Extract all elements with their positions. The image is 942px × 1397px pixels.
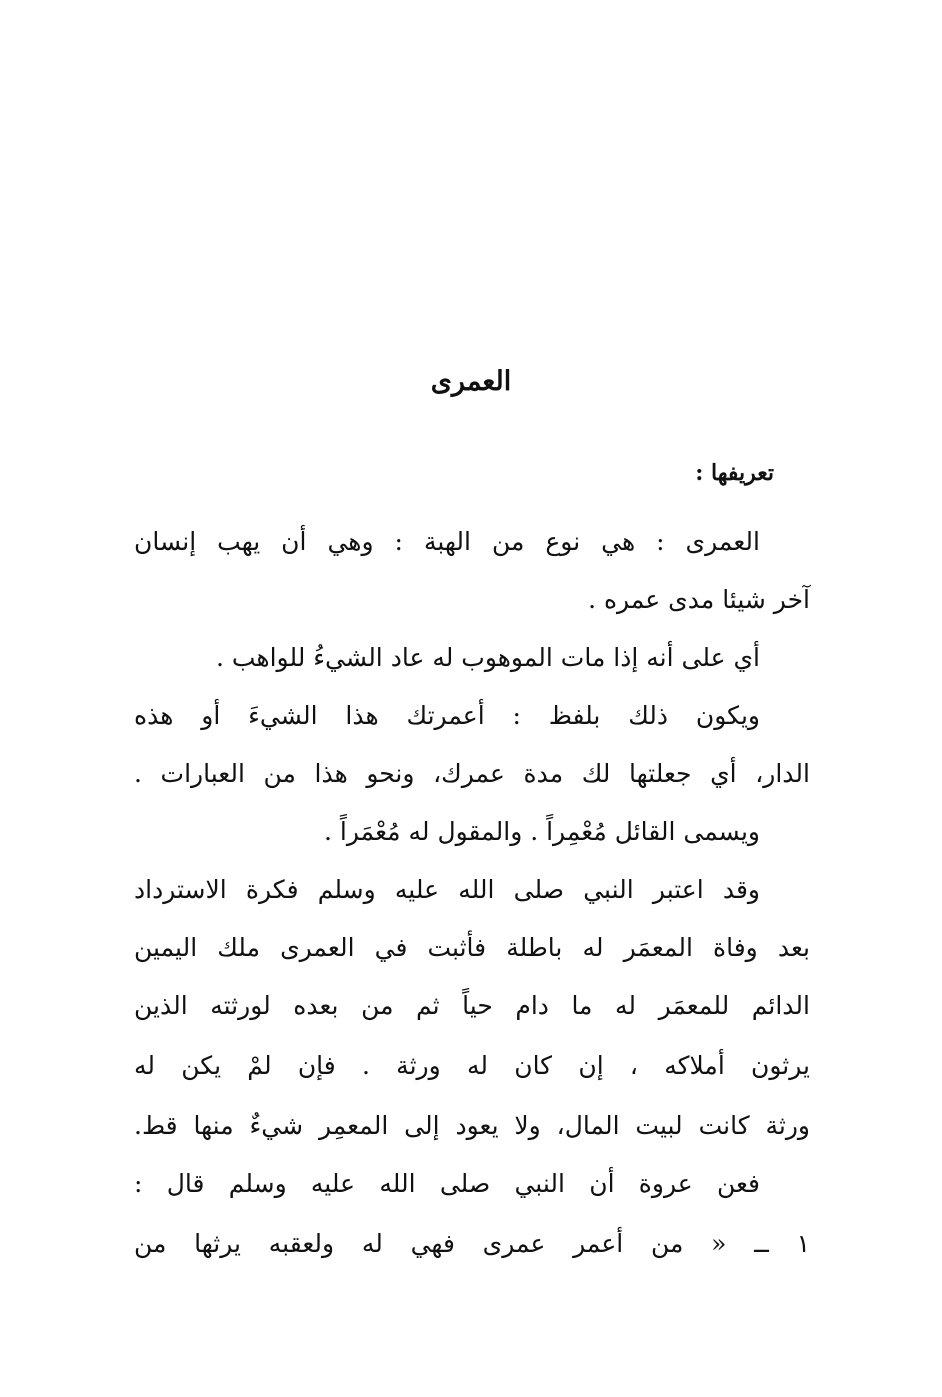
page-title: العمرى — [430, 366, 512, 397]
text-line-5: الدار، أي جعلتها لك مدة عمرك، ونحو هذا من العبارات . — [134, 759, 810, 788]
text-line-8: بعد وفاة المعمَر له باطلة فأثبت في العمرى ملك اليمين — [134, 933, 810, 962]
section-heading: تعريفها : — [695, 460, 774, 486]
text-line-4: ويكون ذلك بلفظ : أعمرتك هذا الشيءَ أو هذه — [134, 701, 760, 730]
text-line-7: وقد اعتبر النبي صلى الله عليه وسلم فكرة الاسترداد — [134, 875, 760, 904]
text-line-1: العمرى : هي نوع من الهبة : وهي أن يهب إنسان — [134, 527, 760, 556]
text-line-10: يرثون أملاكه ، إن كان له ورثة . فإن لمْ يكن له — [134, 1051, 810, 1080]
text-line-2: آخر شيئا مدى عمره . — [588, 585, 810, 614]
text-line-13: ١ ــ « من أعمر عمرى فهي له ولعقبه يرثها من — [134, 1229, 810, 1258]
text-line-6: ويسمى القائل مُعْمِراً . والمقول له مُعْمَراً . — [324, 817, 760, 846]
text-line-12: فعن عروة أن النبي صلى الله عليه وسلم قال : — [134, 1169, 760, 1198]
text-line-3: أي على أنه إذا مات الموهوب له عاد الشيءُ للواهب . — [215, 643, 760, 672]
text-line-11: ورثة كانت لبيت المال، ولا يعود إلى المعمِر شيءٌ منها قط. — [134, 1111, 810, 1140]
text-line-9: الدائم للمعمَر له ما دام حياً ثم من بعده لورثته الذين — [134, 991, 810, 1020]
